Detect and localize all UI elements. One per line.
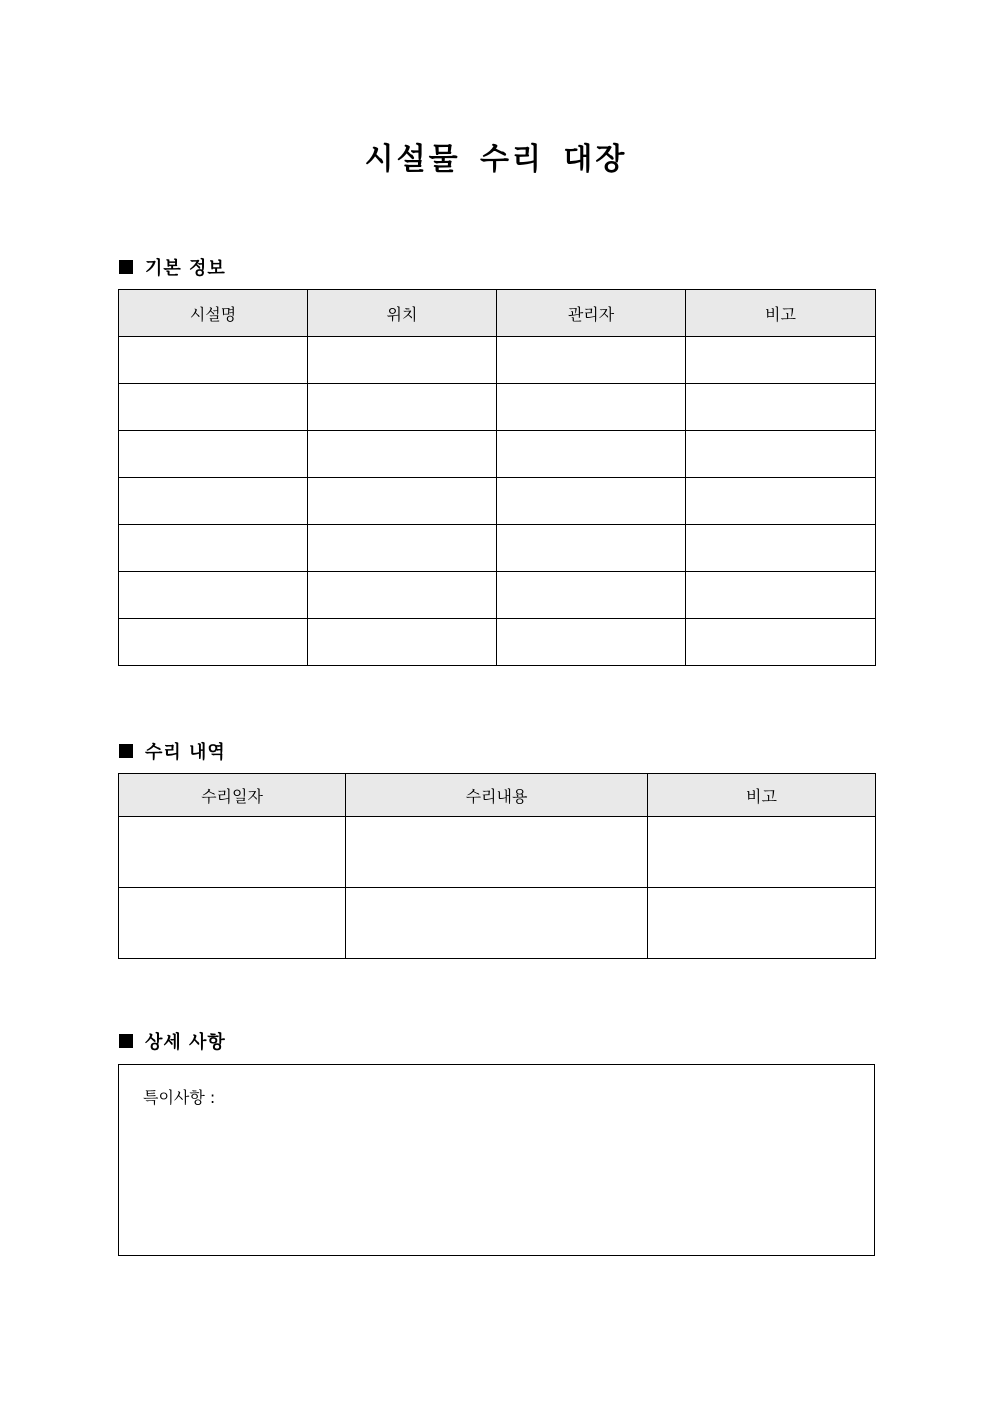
table-cell[interactable] <box>119 888 346 959</box>
table-cell[interactable] <box>686 572 876 619</box>
table-cell[interactable] <box>119 619 308 666</box>
table-row <box>119 888 876 959</box>
table-row <box>119 619 876 666</box>
table-cell[interactable] <box>497 384 686 431</box>
table-row <box>119 431 876 478</box>
column-header-location: 위치 <box>308 290 497 337</box>
table-cell[interactable] <box>686 478 876 525</box>
table-row <box>119 525 876 572</box>
column-header-remarks: 비고 <box>686 290 876 337</box>
section-heading-basic-info <box>119 254 226 280</box>
table-cell[interactable] <box>648 888 876 959</box>
table-cell[interactable] <box>119 337 308 384</box>
square-bullet-icon <box>119 1034 133 1048</box>
square-bullet-icon <box>119 744 133 758</box>
table-cell[interactable] <box>686 431 876 478</box>
details-box[interactable] <box>118 1064 875 1256</box>
table-cell[interactable] <box>308 572 497 619</box>
table-cell[interactable] <box>119 431 308 478</box>
table-cell[interactable] <box>686 525 876 572</box>
table-cell[interactable] <box>346 817 648 888</box>
table-cell[interactable] <box>686 619 876 666</box>
table-cell[interactable] <box>497 337 686 384</box>
table-cell[interactable] <box>497 431 686 478</box>
table-cell[interactable] <box>308 431 497 478</box>
table-cell[interactable] <box>308 384 497 431</box>
table-cell[interactable] <box>686 337 876 384</box>
table-cell[interactable] <box>648 817 876 888</box>
table-header-row <box>119 774 876 817</box>
table-cell[interactable] <box>308 478 497 525</box>
table-cell[interactable] <box>497 525 686 572</box>
basic-info-table <box>118 289 876 666</box>
table-cell[interactable] <box>119 478 308 525</box>
section-heading-repair-history <box>119 738 226 764</box>
table-cell[interactable] <box>119 525 308 572</box>
table-row <box>119 478 876 525</box>
table-cell[interactable] <box>119 817 346 888</box>
table-cell[interactable] <box>308 619 497 666</box>
section-heading-details <box>119 1028 226 1054</box>
table-cell[interactable] <box>497 478 686 525</box>
section-heading-label: 상세 사항 <box>145 1032 226 1053</box>
table-cell[interactable] <box>308 337 497 384</box>
table-cell[interactable] <box>686 384 876 431</box>
column-header-facility-name: 시설명 <box>119 290 308 337</box>
column-header-repair-date: 수리일자 <box>119 774 346 817</box>
table-cell[interactable] <box>497 619 686 666</box>
table-cell[interactable] <box>346 888 648 959</box>
table-cell[interactable] <box>497 572 686 619</box>
special-notes-label: 특이사항 : <box>143 1088 216 1107</box>
section-heading-label: 수리 내역 <box>145 742 226 763</box>
section-heading-label: 기본 정보 <box>145 258 226 279</box>
column-header-remarks: 비고 <box>648 774 876 817</box>
table-header-row <box>119 290 876 337</box>
square-bullet-icon <box>119 260 133 274</box>
table-row <box>119 572 876 619</box>
column-header-repair-content: 수리내용 <box>346 774 648 817</box>
table-row <box>119 817 876 888</box>
table-cell[interactable] <box>119 572 308 619</box>
table-cell[interactable] <box>119 384 308 431</box>
table-row <box>119 384 876 431</box>
table-cell[interactable] <box>308 525 497 572</box>
repair-history-table <box>118 773 876 959</box>
page-title: 시설물 수리 대장 <box>364 142 628 177</box>
column-header-manager: 관리자 <box>497 290 686 337</box>
table-row <box>119 337 876 384</box>
